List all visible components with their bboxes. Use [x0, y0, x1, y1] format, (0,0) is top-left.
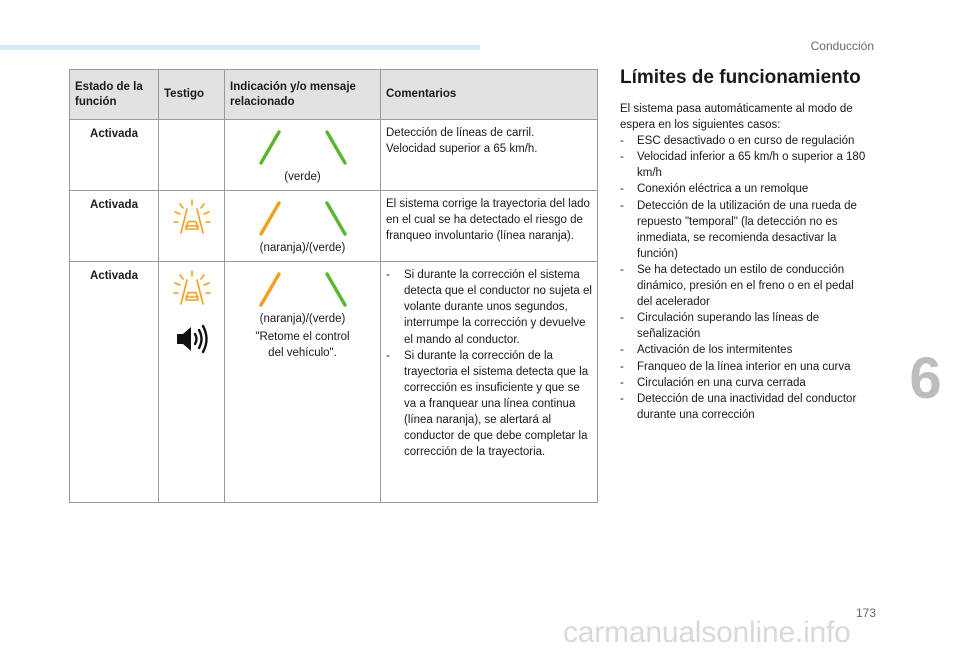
indicator-caption: (naranja)/(verde) — [259, 313, 346, 326]
lane-assist-warning-icon — [172, 198, 212, 238]
column-header: Comentarios — [381, 70, 598, 120]
table-row — [70, 191, 598, 262]
comments-cell — [381, 191, 598, 262]
list-item: - Detección de la utilización de una rueda de repuesto "temporal" (la detección no es inmediata, se recomienda desactivar la función) — [620, 198, 870, 262]
table-row — [70, 262, 598, 503]
list-item: - Velocidad inferior a 65 km/h o superior a 180 km/h — [620, 149, 870, 181]
list-item: - Se ha detectado un estilo de conducción dinámico, presión en el freno o en el pedal del acelerador — [620, 262, 870, 310]
sound-alert-icon — [172, 323, 212, 355]
list-item: - ESC desactivado o en curso de regulación — [620, 133, 870, 149]
indicator-caption: (naranja)/(verde) — [259, 242, 346, 255]
list-item: - Circulación en una curva cerrada — [620, 375, 870, 391]
column-header: Estado de la función — [70, 70, 159, 120]
limits-section — [620, 67, 870, 423]
comments-cell — [381, 262, 598, 503]
comment-line: Detección de líneas de carril. — [386, 127, 535, 139]
comment-item: - Si durante la corrección de la trayectoria el sistema detecta que la corrección es insuficiente y que se va a franquear una línea continua (línea naranja), se alertará al conductor de que debe completar la corrección de la trayectoria. — [386, 348, 592, 461]
indicator-cell — [159, 191, 225, 262]
column-header: Testigo — [159, 70, 225, 120]
comment-line: Velocidad superior a 65 km/h. — [386, 143, 538, 156]
header-accent-bar — [0, 45, 480, 50]
indicator-message: "Retome el control del vehículo". — [255, 331, 350, 360]
lane-assist-warning-icon — [172, 269, 212, 309]
message-cell — [225, 120, 381, 191]
state-cell: Activada — [70, 191, 159, 262]
section-title: Conducción — [810, 39, 874, 53]
lane-lines-green-icon — [255, 129, 351, 167]
comment-line: El sistema corrige la trayectoria del lado en el cual se ha detectado el riesgo de franqueo involuntario (línea naranja). — [386, 198, 590, 243]
lane-lines-orange-green-icon — [255, 271, 351, 309]
state-cell: Activada — [70, 262, 159, 503]
list-item: - Detección de una inactividad del conductor durante una corrección — [620, 391, 870, 423]
list-item: - Activación de los intermitentes — [620, 342, 870, 358]
function-status-table — [69, 69, 598, 503]
watermark: carmanualsonline.info — [563, 616, 851, 649]
limits-list — [620, 133, 870, 423]
comment-item: - Si durante la corrección el sistema detecta que el conductor no sujeta el volante durante unos segundos, interrumpe la corrección y devuelve el mando al conductor. — [386, 267, 592, 347]
column-header: Indicación y/o mensaje relacionado — [225, 70, 381, 120]
message-cell — [225, 262, 381, 503]
chapter-tab — [891, 343, 960, 415]
list-item: - Franqueo de la línea interior en una curva — [620, 359, 870, 375]
lane-lines-orange-green-icon — [255, 200, 351, 238]
table-row — [70, 120, 598, 191]
limits-title: Límites de funcionamiento — [620, 67, 861, 88]
list-item: - Conexión eléctrica a un remolque — [620, 181, 870, 197]
table-header-row — [70, 70, 598, 120]
state-cell: Activada — [70, 120, 159, 191]
indicator-cell — [159, 262, 225, 503]
limits-intro: El sistema pasa automáticamente al modo de espera en los siguientes casos: — [620, 103, 853, 132]
indicator-caption: (verde) — [284, 171, 321, 183]
list-item: - Circulación superando las líneas de señalización — [620, 310, 870, 342]
chapter-number: 6 — [909, 346, 942, 411]
message-cell — [225, 191, 381, 262]
indicator-cell — [159, 120, 225, 191]
page-number: 173 — [855, 606, 876, 620]
comments-cell — [381, 120, 598, 191]
